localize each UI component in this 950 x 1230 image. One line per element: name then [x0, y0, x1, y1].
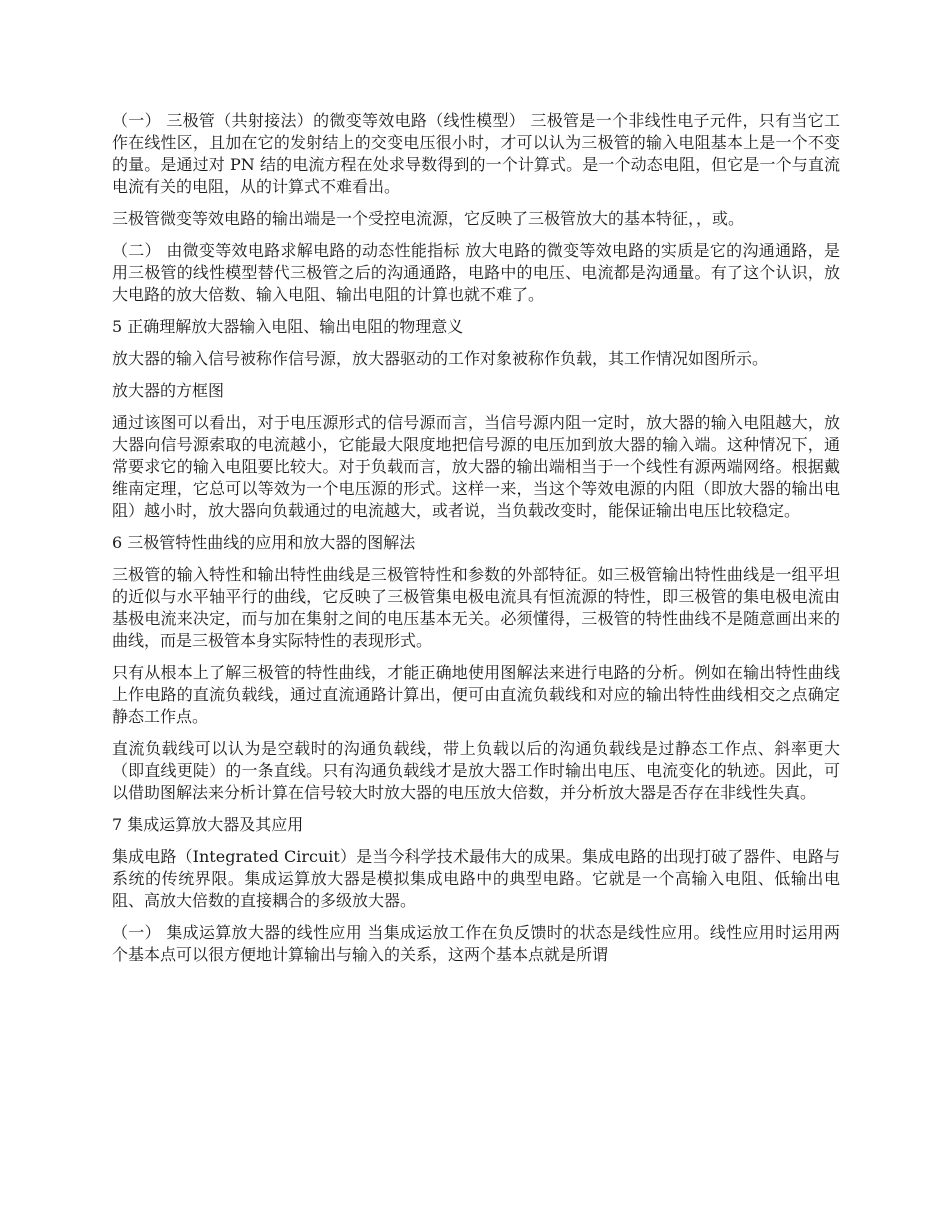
- paragraph-transistor-small-signal-model: （一） 三极管（共射接法）的微变等效电路（线性模型） 三极管是一个非线性电子元件，只有当它工作在线性区，且加在它的发射结上的交变电压很小时，才可以认为三极管的输入电阻基本上是一个不变的量。是通过对 PN 结的电流方程在处求导数得到的一个计算式。是一个动态电阻，但它是一个与直流电流有关的电阻，从的计算式不难看出。: [112, 111, 840, 196]
- paragraph-integrated-circuit: 集成电路（Integrated Circuit）是当今科学技术最伟大的成果。集成电路的出现打破了器件、电路与系统的传统界限。集成运算放大器是模拟集成电路中的典型电路。它就是一个高输入电阻、低输出电阻、高放大倍数的直接耦合的多级放大器。: [112, 847, 840, 910]
- paragraph-graphical-method: 只有从根本上了解三极管的特性曲线，才能正确地使用图解法来进行电路的分析。例如在输出特性曲线上作电路的直流负载线，通过直流通路计算出，便可由直流负载线和对应的输出特性曲线相交之点确定静态工作点。: [112, 663, 840, 726]
- paragraph-opamp-linear-application: （一） 集成运算放大器的线性应用 当集成运放工作在负反馈时的状态是线性应用。线性应用时运用两个基本点可以很方便地计算输出与输入的关系，这两个基本点就是所谓: [112, 923, 840, 964]
- paragraph-dynamic-performance: （二） 由微变等效电路求解电路的动态性能指标 放大电路的微变等效电路的实质是它的沟通通路，是用三极管的线性模型替代三极管之后的沟通通路，电路中的电压、电流都是沟通量。有了这个认识，放大电路的放大倍数、输入电阻、输出电阻的计算也就不难了。: [112, 241, 840, 304]
- paragraph-input-output-resistance: 通过该图可以看出，对于电压源形式的信号源而言，当信号源内阻一定时，放大器的输入电阻越大，放大器向信号源索取的电流越小，它能最大限度地把信号源的电压加到放大器的输入端。这种情况下，通常要求它的输入电阻要比较大。对于负载而言，放大器的输出端相当于一个线性有源两端网络。根据戴维南定理，它总可以等效为一个电压源的形式。这样一来，当这个等效电源的内阻（即放大器的输出电阻）越小时，放大器向负载通过的电流越大，或者说，当负载改变时，能保证输出电压比较稳定。: [112, 413, 840, 520]
- paragraph-load-line: 直流负载线可以认为是空载时的沟通负载线，带上负载以后的沟通负载线是过静态工作点、斜率更大（即直线更陡）的一条直线。只有沟通负载线才是放大器工作时输出电压、电流变化的轨迹。因此，可以借助图解法来分析计算在信号较大时放大器的电压放大倍数，并分析放大器是否存在非线性失真。: [112, 739, 840, 802]
- document-body: [112, 110, 840, 976]
- paragraph-signal-source-load: 放大器的输入信号被称作信号源，放大器驱动的工作对象被称作负载，其工作情况如图所示。: [112, 349, 769, 368]
- section-heading-7: 7 集成运算放大器及其应用: [112, 815, 304, 834]
- section-heading-6: 6 三极管特性曲线的应用和放大器的图解法: [112, 533, 416, 552]
- paragraph-controlled-current-source: 三极管微变等效电路的输出端是一个受控电流源，它反映了三极管放大的基本特征，，或。: [112, 209, 745, 228]
- figure-caption-amplifier-block-diagram: 放大器的方框图: [112, 381, 225, 400]
- section-heading-5: 5 正确理解放大器输入电阻、输出电阻的物理意义: [112, 317, 464, 336]
- paragraph-characteristic-curves: 三极管的输入特性和输出特性曲线是三极管特性和参数的外部特征。如三极管输出特性曲线是一组平坦的近似与水平轴平行的曲线，它反映了三极管集电极电流具有恒流源的特性，即三极管的集电极电流由基极电流来决定，而与加在集射之间的电压基本无关。必须懂得，三极管的特性曲线不是随意画出来的曲线，而是三极管本身实际特性的表现形式。: [112, 565, 840, 650]
